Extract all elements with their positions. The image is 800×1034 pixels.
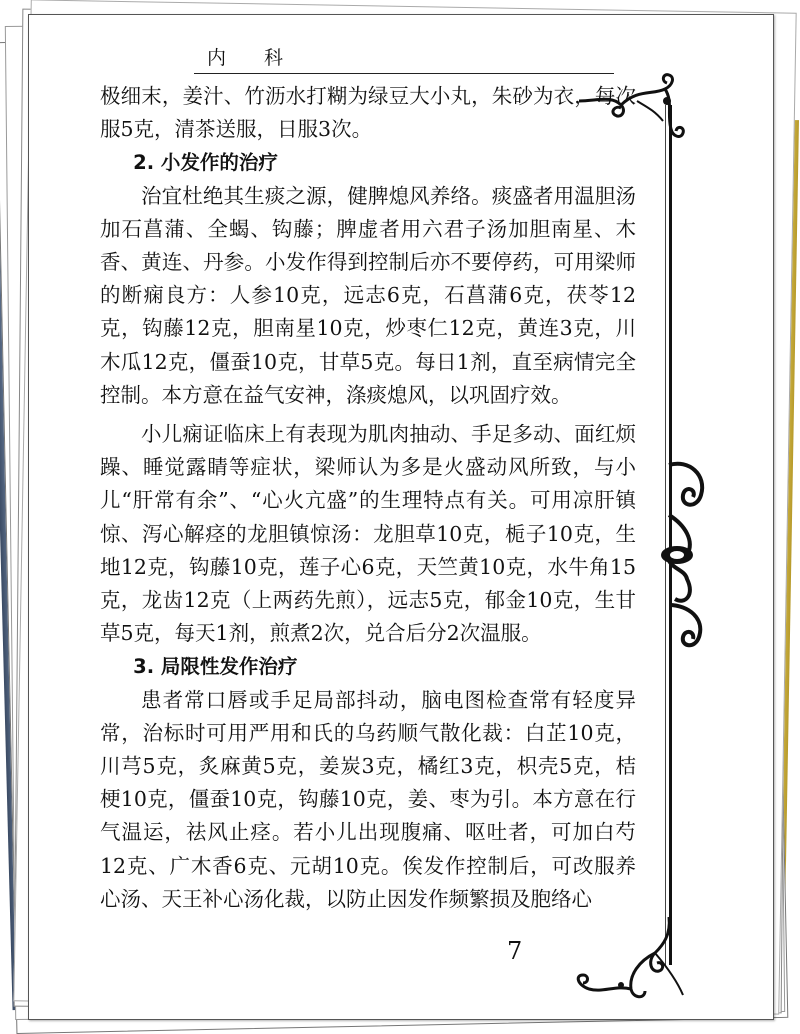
paragraph: 极细末，姜汁、竹沥水打糊为绿豆大小丸，朱砂为衣，每次服5克，清茶送服，日服3次。 bbox=[100, 84, 636, 142]
paragraph: 小儿痫证临床上有表现为肌肉抽动、手足多动、面红烦躁、睡觉露睛等症状，梁师认为多是火盛动风所致，与小儿“肝常有余”、“心火亢盛”的生理特点有关。可用凉肝镇惊、泻心解痉的龙胆镇惊汤：龙胆草10克，栀子10克，生地12克，钩藤10克，莲子心6克，天竺黄10克，水牛角15克，龙齿12克（上两药先煎），远志5克，郁金10克，生甘草5克，每天1剂，煎煮2次，兑合后分2次温服。 bbox=[100, 422, 636, 646]
corner-ornament-bottom bbox=[559, 915, 689, 1005]
section-heading: 3. 局限性发作治疗 bbox=[133, 655, 298, 679]
header-rule bbox=[194, 73, 614, 74]
section-heading: 2. 小发作的治疗 bbox=[133, 151, 278, 175]
running-header: 内 科 bbox=[207, 47, 300, 69]
body-text bbox=[100, 80, 636, 916]
page-number: 7 bbox=[507, 937, 523, 965]
side-ornament-middle bbox=[645, 455, 715, 655]
paragraph: 患者常口唇或手足局部抖动，脑电图检查常有轻度异常，治标时可用严用和氏的乌药顺气散化裁：白芷10克，川芎5克，炙麻黄5克，姜炭3克，橘红3克，枳壳5克，桔梗10克，僵蚕10克，钩藤10克，姜、枣为引。本方意在行气温运，祛风止痉。若小儿出现腹痛、呕吐者，可加白芍12克、广木香6克、元胡10克。俟发作控制后，可改服养心汤、天王补心汤化裁，以防止因发作频繁损及胞络心 bbox=[100, 687, 636, 911]
paragraph: 治宜杜绝其生痰之源，健脾熄风养络。痰盛者用温胆汤加石菖蒲、全蝎、钩藤；脾虚者用六君子汤加胆南星、木香、黄连、丹参。小发作得到控制后亦不要停药，可用梁师的断痫良方：人参10克，远志6克，石菖蒲6克，茯苓12克，钩藤12克，胆南星10克，炒枣仁12克，黄连3克，川木瓜12克，僵蚕10克，甘草5克。每日1剂，直至病情完全控制。本方意在益气安神，涤痰熄风，以巩固疗效。 bbox=[100, 183, 636, 407]
